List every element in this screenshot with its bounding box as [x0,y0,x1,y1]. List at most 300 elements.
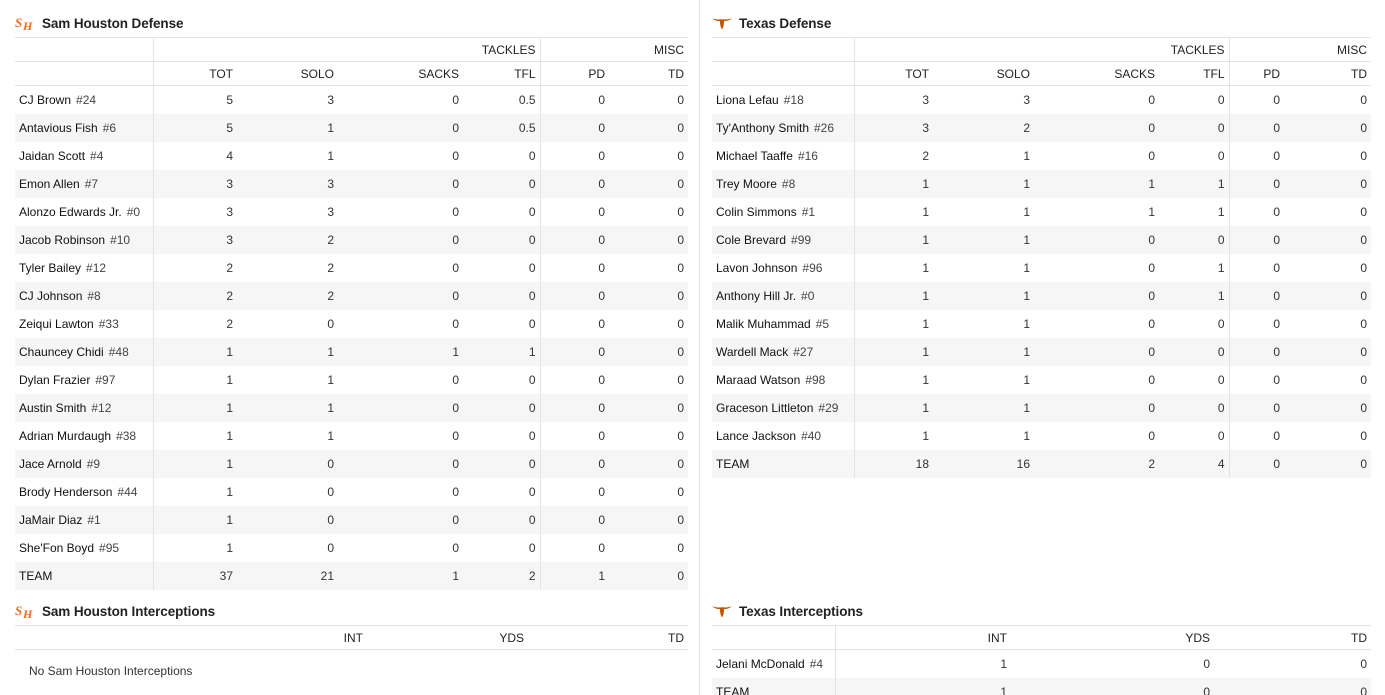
stat-solo: 1 [1023,204,1030,219]
stat-sacks: 0 [1148,260,1155,275]
stat-tfl: 0 [528,148,536,163]
stat-td: 0 [677,148,685,163]
player-name: Austin Smith [19,400,87,415]
stat-solo: 1 [1023,372,1030,387]
stat-tfl: 0.5 [518,92,536,107]
player-row [15,114,688,142]
stat-sacks: 0 [1034,282,1159,310]
stat-td: 0 [1360,92,1368,107]
stat-sacks: 1 [338,338,463,366]
stat-tfl: 0 [528,204,536,219]
stat-td: 0 [1360,148,1368,163]
stat-pd: 0 [540,338,609,366]
stat-tfl: 0 [1217,428,1225,443]
stat-solo: 3 [1023,92,1030,107]
stat-pd: 0 [1229,394,1284,422]
player-cell [15,422,153,450]
player-cell [15,198,153,226]
stat-td: 0 [1214,678,1371,695]
stat-solo: 0 [327,316,334,331]
stat-td: 0 [609,394,688,422]
stat-td: 0 [1284,114,1371,142]
stat-td: 0 [609,282,688,310]
player-name: TEAM [716,684,750,695]
jersey-number: #9 [86,456,101,471]
stat-tot: 3 [153,226,237,254]
stat-tot: 1 [153,506,237,534]
stat-solo: 1 [237,338,338,366]
player-name: Antavious Fish [19,120,98,135]
stat-tfl: 1 [463,338,540,366]
stat-solo: 3 [237,170,338,198]
stat-solo: 1 [933,394,1034,422]
stat-td: 0 [1284,450,1371,478]
stat-tot: 2 [153,310,237,338]
player-cell [712,338,854,366]
jersey-number: #1 [87,512,101,527]
svg-text:S: S [15,603,23,618]
stat-sacks: 0 [338,394,463,422]
sam-houston-defense-panel [15,0,688,595]
player-row [15,226,688,254]
stat-pd: 0 [540,478,609,506]
stat-tfl: 0 [528,540,536,555]
stat-solo: 3 [327,204,334,219]
player-row [712,282,1371,310]
player-cell [712,650,835,678]
player-name: She'Fon Boyd [19,540,95,555]
stat-pd: 0 [1229,114,1284,142]
stat-sacks: 0 [1034,338,1159,366]
stat-td: 0 [609,170,688,198]
jersey-number: #96 [802,260,823,275]
stat-tfl: 0.5 [463,114,540,142]
stat-pd: 0 [540,422,609,450]
stat-pd: 0 [1229,338,1284,366]
player-name: Jace Arnold [19,456,82,471]
stat-solo: 1 [1023,316,1030,331]
stat-tfl: 0 [1159,394,1229,422]
stat-solo: 16 [933,450,1034,478]
player-row [712,198,1371,226]
player-cell [15,338,153,366]
stat-td: 0 [677,260,685,275]
player-name: Wardell Mack [716,344,789,359]
player-cell [712,678,835,695]
col-td: TD [528,626,688,650]
stat-tot: 1 [854,366,933,394]
player-cell [15,86,153,114]
stat-tot: 1 [153,450,237,478]
jersey-number: #97 [95,372,116,387]
jersey-number: #27 [793,344,814,359]
player-cell [712,86,854,114]
jersey-number: #99 [791,232,812,247]
texas-interceptions-panel [712,600,1371,695]
col-sacks: SACKS [338,62,463,86]
stat-pd: 0 [1229,310,1284,338]
stat-tot: 1 [153,534,237,562]
stat-pd: 0 [540,254,609,282]
stat-solo: 1 [933,170,1034,198]
stat-sacks: 0 [1148,148,1155,163]
stat-sacks: 0 [1034,394,1159,422]
stat-tfl: 1 [1217,260,1225,275]
team-total-row [712,450,1371,478]
stat-sacks: 0 [452,92,459,107]
player-row [712,338,1371,366]
col-td: TD [1284,62,1371,86]
stat-sacks: 0 [338,450,463,478]
col-yds: YDS [367,626,528,650]
stat-td: 0 [1284,282,1371,310]
jersey-number: #26 [814,120,835,135]
stat-tfl: 0 [528,260,536,275]
col-solo: SOLO [237,62,338,86]
jersey-number: #12 [86,260,107,275]
stat-td: 0 [609,450,688,478]
player-name: Jelani McDonald [716,656,805,671]
jersey-number: #1 [801,204,816,219]
player-row [712,310,1371,338]
jersey-number: #24 [76,92,97,107]
player-name: Chauncey Chidi [19,344,104,359]
player-row [15,198,688,226]
col-pd: PD [1229,62,1284,86]
jersey-number: #48 [108,344,129,359]
stat-solo: 0 [327,540,334,555]
player-name: Trey Moore [716,176,777,191]
jersey-number: #4 [809,656,824,671]
player-row [15,86,688,114]
stat-sacks: 0 [1148,316,1155,331]
stat-pd: 0 [540,198,609,226]
player-row [15,142,688,170]
player-row [15,394,688,422]
stat-tfl: 0 [528,316,536,331]
jersey-number: #16 [797,148,818,163]
stat-td: 0 [1360,316,1368,331]
jersey-number: #4 [90,148,104,163]
player-name: TEAM [19,568,53,583]
stat-tot: 2 [153,254,237,282]
stat-td: 0 [677,92,685,107]
panel-header [712,601,863,621]
stat-tot: 3 [854,114,933,142]
jersey-number: #5 [815,316,830,331]
stat-td: 0 [1284,170,1371,198]
stat-sacks: 0 [338,506,463,534]
stat-td: 0 [609,506,688,534]
stat-int: 1 [835,650,1011,678]
stat-pd: 0 [540,310,609,338]
stat-sacks: 1 [1034,170,1159,198]
jersey-number: #44 [117,484,138,499]
col-pd: PD [540,62,609,86]
stat-tot: 1 [153,338,237,366]
stat-pd: 0 [540,534,609,562]
stat-tot: 1 [854,394,933,422]
texas-interceptions-table [712,625,1371,695]
stat-pd: 0 [540,114,609,142]
player-row [15,170,688,198]
stat-sacks: 0 [452,428,459,443]
stat-tfl: 0 [463,170,540,198]
stat-td: 0 [609,114,688,142]
stat-yds: 0 [1011,678,1214,695]
stat-tot: 1 [153,422,237,450]
stat-td: 0 [1284,338,1371,366]
player-name: Lavon Johnson [716,260,798,275]
jersey-number: #12 [91,400,112,415]
stat-tot: 1 [854,198,933,226]
stat-pd: 0 [1229,254,1284,282]
player-cell [712,254,854,282]
player-row [15,478,688,506]
stat-tfl: 0 [1217,316,1225,331]
stat-td: 0 [677,484,685,499]
sam-houston-sh-logo-icon [15,15,35,31]
stat-sacks: 0 [338,170,463,198]
stat-solo: 21 [237,562,338,590]
stat-solo: 2 [933,114,1034,142]
header-spacer [712,38,854,62]
stat-sacks: 1 [1148,204,1155,219]
stat-td: 0 [609,562,688,590]
stat-pd: 1 [540,562,609,590]
jersey-number: #0 [126,204,141,219]
player-cell [712,366,854,394]
player-cell [15,506,153,534]
stat-td: 0 [1284,226,1371,254]
group-misc: MISC [1229,38,1371,62]
team-total-row [15,562,688,590]
player-cell [712,170,854,198]
stat-tfl: 0 [1159,226,1229,254]
jersey-number: #7 [84,176,99,191]
stat-solo: 1 [1023,148,1030,163]
stat-tfl: 0 [1217,372,1225,387]
stat-pd: 0 [540,142,609,170]
col-tfl: TFL [1159,62,1229,86]
player-name: Colin Simmons [716,204,797,219]
player-row [15,422,688,450]
stat-pd: 0 [540,450,609,478]
stat-tot: 3 [153,198,237,226]
col-tfl: TFL [463,62,540,86]
jersey-number: #10 [110,232,131,247]
stat-tot: 1 [854,170,933,198]
stat-td: 0 [609,338,688,366]
stat-td: 0 [1360,372,1368,387]
jersey-number: #98 [805,372,826,387]
sam-houston-defense-table [15,37,688,590]
player-row [712,226,1371,254]
sam-houston-interceptions-table [15,625,688,650]
stat-tfl: 1 [1159,170,1229,198]
svg-text:H: H [23,19,33,31]
stat-td: 0 [609,226,688,254]
player-cell [15,534,153,562]
jersey-number: #8 [87,288,101,303]
panel-title: Sam Houston Interceptions [42,603,216,619]
player-cell [712,450,854,478]
stat-td: 0 [677,428,685,443]
player-cell [15,310,153,338]
jersey-number: #8 [781,176,796,191]
stat-sacks: 0 [452,148,459,163]
stat-pd: 0 [540,170,609,198]
stat-solo: 1 [327,148,334,163]
stat-sacks: 0 [1148,372,1155,387]
player-row [15,450,688,478]
stat-solo: 1 [237,114,338,142]
stat-sacks: 1 [338,562,463,590]
jersey-number: #40 [801,428,822,443]
stat-tot: 2 [153,282,237,310]
player-name: Graceson Littleton [716,400,814,415]
panel-title: Texas Interceptions [739,603,863,619]
stat-solo: 1 [933,338,1034,366]
player-row [15,534,688,562]
stat-tot: 1 [854,310,933,338]
stat-tot: 37 [153,562,237,590]
stat-td: 0 [1360,656,1367,671]
stat-td: 0 [677,540,685,555]
player-cell [15,282,153,310]
stat-tfl: 0 [528,372,536,387]
player-row [712,114,1371,142]
player-row [15,506,688,534]
stat-tfl: 1 [1217,204,1225,219]
player-name: Liona Lefau [716,92,779,107]
player-cell [15,366,153,394]
stat-solo: 0 [237,506,338,534]
player-cell [15,478,153,506]
group-tackles: TACKLES [153,38,540,62]
header-spacer [712,62,854,86]
stat-td: 0 [1360,204,1368,219]
col-solo: SOLO [933,62,1034,86]
col-sacks: SACKS [1034,62,1159,86]
stat-tot: 18 [854,450,933,478]
stat-tot: 4 [153,142,237,170]
sam-houston-sh-logo-icon [15,603,35,619]
col-tot: TOT [854,62,933,86]
stat-pd: 0 [1229,366,1284,394]
jersey-number: #33 [98,316,119,331]
player-cell [15,170,153,198]
stat-sacks: 0 [1034,114,1159,142]
stat-tot: 1 [854,226,933,254]
stat-sacks: 0 [338,226,463,254]
stat-tfl: 0 [1159,114,1229,142]
stat-pd: 0 [540,506,609,534]
jersey-number: #18 [783,92,804,107]
stat-td: 0 [677,204,685,219]
stat-solo: 1 [237,394,338,422]
player-name: Maraad Watson [716,372,801,387]
stat-solo: 2 [327,260,334,275]
jersey-number: #95 [99,540,120,555]
player-row [712,170,1371,198]
col-td: TD [609,62,688,86]
panel-title: Texas Defense [739,15,832,31]
player-cell [15,254,153,282]
stat-pd: 0 [1229,170,1284,198]
svg-text:H: H [23,607,33,619]
header-spacer [15,38,153,62]
stat-sacks: 0 [452,484,459,499]
stat-pd: 0 [540,394,609,422]
stat-tfl: 4 [1159,450,1229,478]
player-name: Jaidan Scott [19,148,86,163]
stat-tot: 2 [854,142,933,170]
player-row [712,366,1371,394]
player-row [712,422,1371,450]
player-row [15,310,688,338]
stat-pd: 0 [540,366,609,394]
panel-header [15,13,183,33]
stat-tfl: 0 [463,282,540,310]
player-cell [712,226,854,254]
jersey-number: #6 [102,120,117,135]
stat-solo: 2 [237,226,338,254]
stat-pd: 0 [1229,142,1284,170]
stat-sacks: 0 [1034,226,1159,254]
stat-tfl: 0 [463,226,540,254]
stat-sacks: 0 [1148,92,1155,107]
player-row [712,650,1371,678]
texas-longhorn-logo-icon [712,16,732,30]
stat-tfl: 0 [463,394,540,422]
player-row [712,394,1371,422]
player-cell [15,450,153,478]
panel-header [712,13,831,33]
stat-solo: 0 [327,484,334,499]
team-total-row [712,678,1371,695]
player-name: Anthony Hill Jr. [716,288,797,303]
stat-solo: 1 [1023,428,1030,443]
player-row [15,338,688,366]
stat-tfl: 0 [1217,92,1225,107]
stat-tfl: 0 [1217,148,1225,163]
player-cell [15,226,153,254]
stat-td: 0 [1360,260,1368,275]
player-name: Brody Henderson [19,484,113,499]
stat-solo: 2 [237,282,338,310]
stat-sacks: 0 [1148,428,1155,443]
group-tackles: TACKLES [854,38,1229,62]
texas-defense-table [712,37,1371,478]
group-misc: MISC [540,38,688,62]
panel-header [15,601,215,621]
stat-tot: 1 [854,338,933,366]
stat-tot: 3 [153,170,237,198]
col-td: TD [1214,626,1371,650]
stat-pd: 0 [540,282,609,310]
jersey-number: #29 [818,400,839,415]
panel-title: Sam Houston Defense [42,15,184,31]
stat-td: 0 [677,316,685,331]
player-name: Ty'Anthony Smith [716,120,809,135]
stat-pd: 0 [1229,226,1284,254]
col-tot: TOT [153,62,237,86]
stat-pd: 0 [1229,450,1284,478]
player-name: CJ Johnson [19,288,83,303]
stat-tot: 1 [854,422,933,450]
stat-tfl: 0 [528,484,536,499]
